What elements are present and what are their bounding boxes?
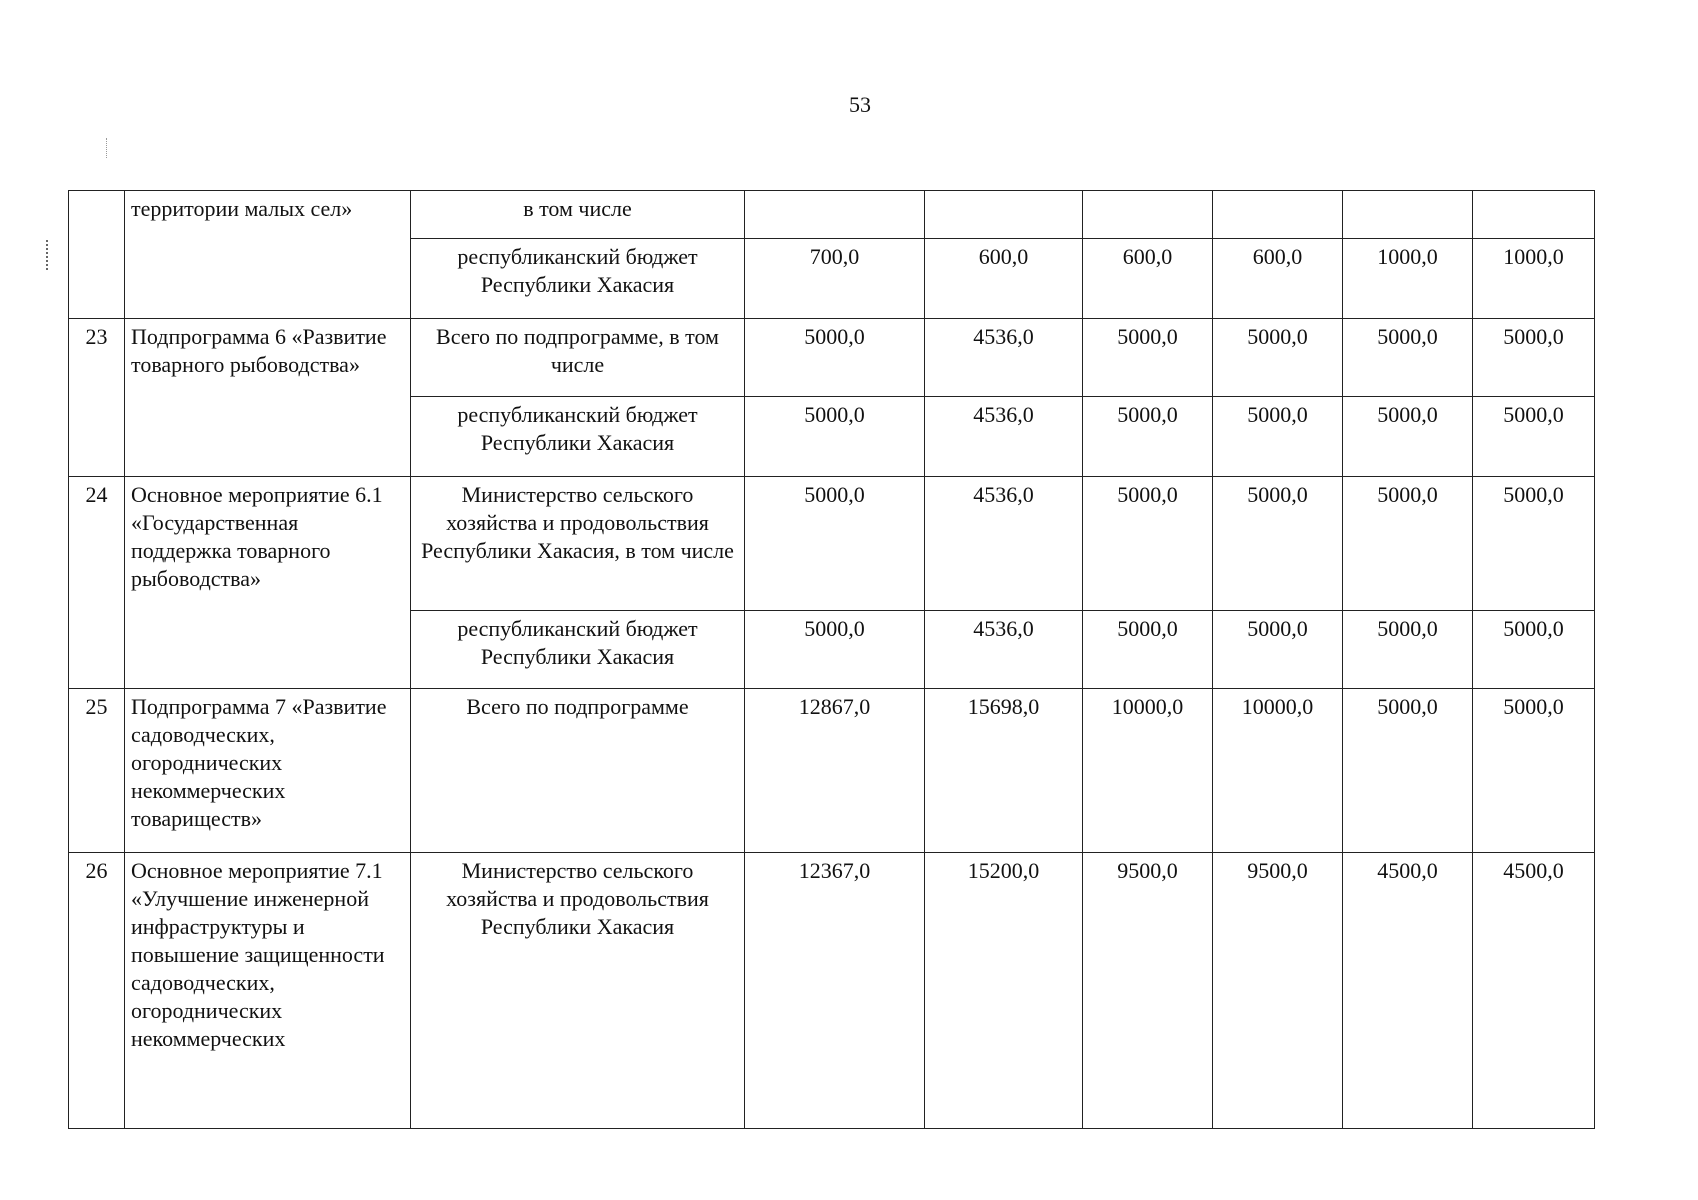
amount-cell: 5000,0	[1343, 477, 1473, 611]
row-number-cell: 25	[69, 689, 125, 853]
amount-cell: 12867,0	[745, 689, 925, 853]
program-name-cell: Основное мероприятие 6.1 «Государственная поддержка товарного рыбоводства»	[125, 477, 411, 689]
amount-cell: 5000,0	[1083, 477, 1213, 611]
amount-cell: 1000,0	[1473, 239, 1595, 319]
amount-cell: 5000,0	[745, 319, 925, 397]
funding-source-cell: республиканский бюджет Республики Хакасия	[411, 611, 745, 689]
amount-cell: 5000,0	[745, 397, 925, 477]
funding-source-cell: Министерство сельского хозяйства и продовольствия Республики Хакасия	[411, 853, 745, 1129]
amount-cell: 15698,0	[925, 689, 1083, 853]
amount-cell: 5000,0	[1083, 611, 1213, 689]
funding-source-cell: Всего по подпрограмме, в том числе	[411, 319, 745, 397]
amount-cell: 9500,0	[1083, 853, 1213, 1129]
table-row	[69, 319, 1595, 397]
amount-cell: 600,0	[1213, 239, 1343, 319]
row-number-cell: 23	[69, 319, 125, 477]
amount-cell: 5000,0	[1213, 477, 1343, 611]
amount-cell	[745, 191, 925, 239]
amount-cell	[1213, 191, 1343, 239]
amount-cell: 5000,0	[1083, 397, 1213, 477]
amount-cell	[1473, 191, 1595, 239]
funding-source-cell: Министерство сельского хозяйства и продовольствия Республики Хакасия, в том числе	[411, 477, 745, 611]
amount-cell: 15200,0	[925, 853, 1083, 1129]
amount-cell: 4536,0	[925, 477, 1083, 611]
page-number: 53	[849, 92, 871, 117]
budget-table	[68, 190, 1595, 1129]
amount-cell: 12367,0	[745, 853, 925, 1129]
amount-cell: 4500,0	[1473, 853, 1595, 1129]
program-name-cell: Основное мероприятие 7.1 «Улучшение инженерной инфраструктуры и повышение защищенности садоводческих, огороднических некоммерческих	[125, 853, 411, 1129]
amount-cell: 5000,0	[1473, 477, 1595, 611]
amount-cell: 5000,0	[745, 477, 925, 611]
table-row	[69, 853, 1595, 1129]
program-name-cell: территории малых сел»	[125, 191, 411, 319]
amount-cell: 10000,0	[1083, 689, 1213, 853]
amount-cell: 4536,0	[925, 319, 1083, 397]
amount-cell: 4536,0	[925, 397, 1083, 477]
amount-cell: 5000,0	[1213, 397, 1343, 477]
funding-source-cell: Всего по подпрограмме	[411, 689, 745, 853]
amount-cell: 5000,0	[1473, 397, 1595, 477]
amount-cell: 1000,0	[1343, 239, 1473, 319]
amount-cell: 10000,0	[1213, 689, 1343, 853]
amount-cell	[1343, 191, 1473, 239]
table-row	[69, 477, 1595, 611]
amount-cell	[1083, 191, 1213, 239]
margin-scan-mark	[106, 138, 109, 158]
row-number-cell: 24	[69, 477, 125, 689]
amount-cell: 5000,0	[1343, 397, 1473, 477]
amount-cell: 5000,0	[1473, 319, 1595, 397]
table-row	[69, 191, 1595, 239]
amount-cell: 5000,0	[1343, 689, 1473, 853]
amount-cell: 9500,0	[1213, 853, 1343, 1129]
amount-cell: 5000,0	[1343, 611, 1473, 689]
funding-source-cell: в том числе	[411, 191, 745, 239]
amount-cell: 700,0	[745, 239, 925, 319]
amount-cell: 600,0	[1083, 239, 1213, 319]
table-row	[69, 689, 1595, 853]
amount-cell: 5000,0	[1213, 611, 1343, 689]
program-name-cell: Подпрограмма 7 «Развитие садоводческих, огороднических некоммерческих товариществ»	[125, 689, 411, 853]
row-number-cell: 26	[69, 853, 125, 1129]
funding-source-cell: республиканский бюджет Республики Хакасия	[411, 239, 745, 319]
amount-cell: 5000,0	[1083, 319, 1213, 397]
amount-cell: 600,0	[925, 239, 1083, 319]
margin-scan-mark	[46, 240, 50, 270]
amount-cell: 5000,0	[1213, 319, 1343, 397]
amount-cell: 5000,0	[745, 611, 925, 689]
program-name-cell: Подпрограмма 6 «Развитие товарного рыбоводства»	[125, 319, 411, 477]
amount-cell: 5000,0	[1473, 689, 1595, 853]
amount-cell: 4500,0	[1343, 853, 1473, 1129]
amount-cell: 5000,0	[1343, 319, 1473, 397]
amount-cell: 4536,0	[925, 611, 1083, 689]
amount-cell	[925, 191, 1083, 239]
funding-source-cell: республиканский бюджет Республики Хакасия	[411, 397, 745, 477]
row-number-cell	[69, 191, 125, 319]
amount-cell: 5000,0	[1473, 611, 1595, 689]
